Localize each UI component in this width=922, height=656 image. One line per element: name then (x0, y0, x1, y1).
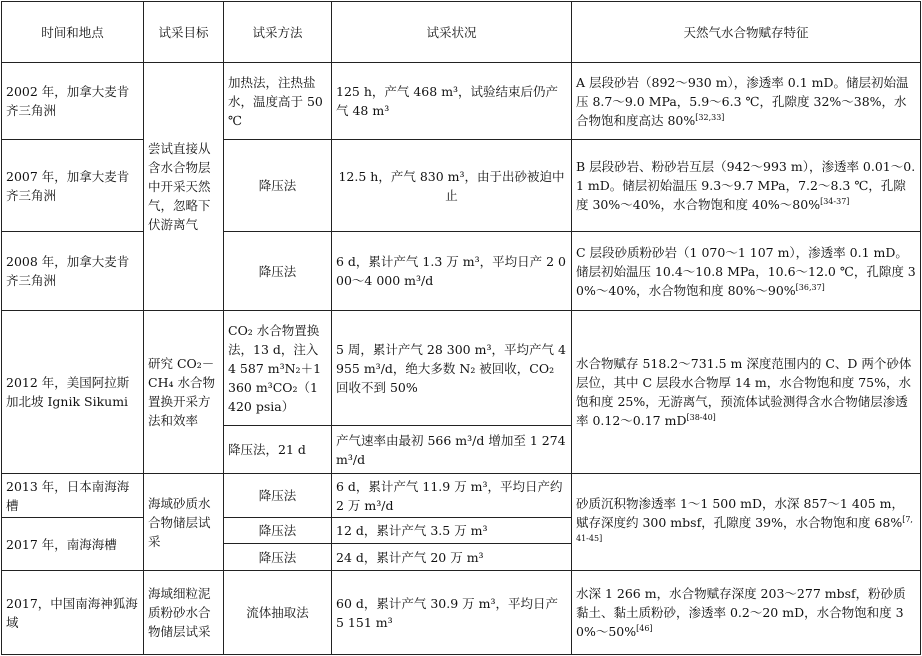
citation-ref: [34-37] (820, 196, 850, 206)
header-target: 试采目标 (144, 2, 224, 63)
table-row (2, 311, 921, 426)
citation-ref: [36,37] (795, 282, 825, 292)
time-place-cell: 2013 年，日本南海海槽 (2, 474, 144, 518)
time-place-cell: 2017 年，南海海槽 (2, 518, 144, 571)
method-cell: 降压法 (224, 518, 332, 544)
status-cell: 5 周，累计产气 28 300 m³，平均产气 4 955 m³/d，绝大多数 N₂ 被回收，CO₂ 回收不到 50% (332, 311, 572, 426)
method-cell: CO₂ 水合物置换法，13 d，注入 4 587 m³N₂＋1 360 m³CO₂（1 420 psia） (224, 311, 332, 426)
time-place-cell: 2002 年，加拿大麦肯齐三角洲 (2, 63, 144, 140)
status-cell: 12 d，累计产气 3.5 万 m³ (332, 518, 572, 544)
table-row (2, 232, 921, 311)
target-cell: 研究 CO₂－CH₄ 水合物置换开采方法和效率 (144, 311, 224, 474)
status-cell: 125 h，产气 468 m³，试验结束后仍产气 48 m³ (332, 63, 572, 140)
gas-hydrate-trial-table (1, 1, 921, 655)
table-row (2, 474, 921, 518)
status-cell: 6 d，累计产气 11.9 万 m³，平均日产约 2 万 m³/d (332, 474, 572, 518)
features-text: 砂质沉积物渗透率 1～1 500 mD，水深 857～1 405 m，赋存深度约 300 mbsf，孔隙度 39%，水合物饱和度 68% (576, 495, 905, 530)
status-cell: 6 d，累计产气 1.3 万 m³，平均日产 2 000～4 000 m³/d (332, 232, 572, 311)
citation-ref: [38-40] (686, 412, 716, 422)
status-cell: 产气速率由最初 566 m³/d 增加至 1 274 m³/d (332, 426, 572, 474)
method-cell: 降压法 (224, 140, 332, 232)
header-features: 天然气水合物赋存特征 (572, 2, 921, 63)
header-row (2, 2, 921, 63)
citation-ref: [46] (636, 623, 653, 633)
citation-ref: [32,33] (695, 112, 725, 122)
method-cell: 降压法，21 d (224, 426, 332, 474)
features-cell (572, 474, 921, 571)
features-cell (572, 140, 921, 232)
header-time-place: 时间和地点 (2, 2, 144, 63)
status-cell: 12.5 h，产气 830 m³，由于出砂被迫中止 (332, 140, 572, 232)
target-cell: 尝试直接从含水合物层中开采天然气，忽略下伏游离气 (144, 63, 224, 311)
features-cell (572, 571, 921, 655)
header-method: 试采方法 (224, 2, 332, 63)
table-row (2, 63, 921, 140)
table-row (2, 571, 921, 655)
method-cell: 流体抽取法 (224, 571, 332, 655)
features-cell (572, 232, 921, 311)
features-cell (572, 311, 921, 474)
time-place-cell: 2007 年，加拿大麦肯齐三角洲 (2, 140, 144, 232)
target-cell: 海域砂质水合物储层试采 (144, 474, 224, 571)
features-text: B 层段砂岩、粉砂岩互层（942～993 m），渗透率 0.01～0.1 mD。储层初始温压 9.3～9.7 MPa，7.2～8.3 ℃，孔隙度 30%～40%，水合物饱和度 40%～80% (576, 159, 916, 212)
status-cell: 60 d，累计产气 30.9 万 m³，平均日产 5 151 m³ (332, 571, 572, 655)
header-status: 试采状况 (332, 2, 572, 63)
method-cell: 降压法 (224, 474, 332, 518)
method-cell: 加热法，注热盐水，温度高于 50 ℃ (224, 63, 332, 140)
method-cell: 降压法 (224, 232, 332, 311)
citation-ref: [7,41-45] (576, 514, 913, 543)
time-place-cell: 2008 年，加拿大麦肯齐三角洲 (2, 232, 144, 311)
features-text: 水深 1 266 m，水合物赋存深度 203～277 mbsf，粉砂质黏土、黏土质粉砂，渗透率 0.2～20 mD，水合物饱和度 30%～50% (576, 586, 906, 639)
method-cell: 降压法 (224, 544, 332, 571)
table-row (2, 140, 921, 232)
time-place-cell: 2017，中国南海神狐海域 (2, 571, 144, 655)
time-place-cell: 2012 年，美国阿拉斯加北坡 Ignik Sikumi (2, 311, 144, 474)
features-text: C 层段砂质粉砂岩（1 070～1 107 m），渗透率 0.1 mD。储层初始温压 10.4～10.8 MPa，10.6～12.0 ℃，孔隙度 30%～40%，水合物饱和度 80%～90% (576, 244, 916, 298)
target-cell: 海域细粒泥质粉砂水合物储层试采 (144, 571, 224, 655)
status-cell: 24 d，累计产气 20 万 m³ (332, 544, 572, 571)
features-text: A 层段砂岩（892～930 m），渗透率 0.1 mD。储层初始温压 8.7～9.0 MPa，5.9～6.3 ℃，孔隙度 32%～38%，水合物饱和度高达 80% (576, 74, 909, 128)
features-cell (572, 63, 921, 140)
features-text: 水合物赋存 518.2～731.5 m 深度范围内的 C、D 两个砂体层位，其中 C 层段水合物厚 14 m，水合物饱和度 75%，水饱和度 25%，无游离气，预流体试验测得含水合物储层渗透率 0.12～0.17 mD (576, 356, 912, 428)
